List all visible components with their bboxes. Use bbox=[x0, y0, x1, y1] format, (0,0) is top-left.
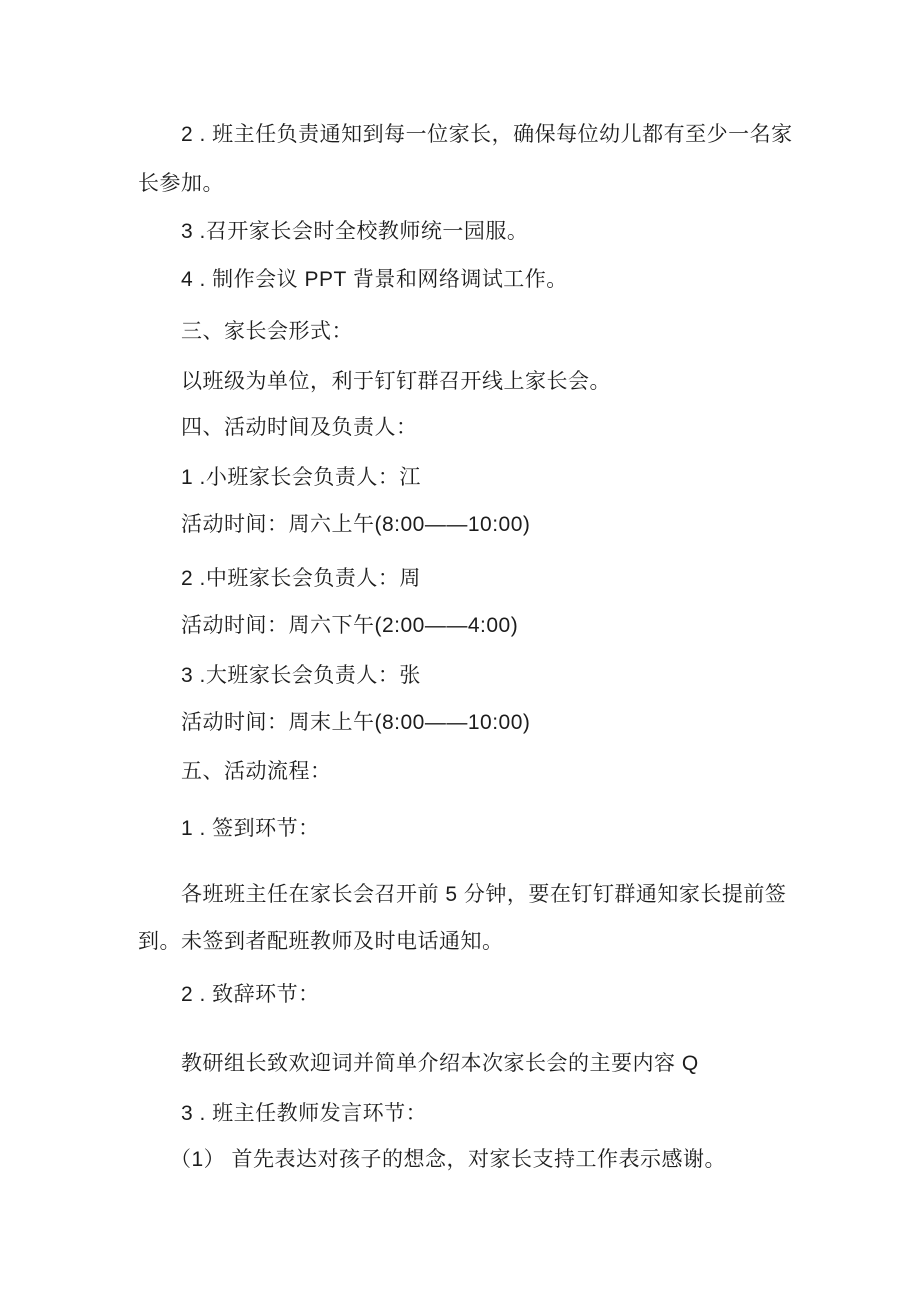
doc-line: 活动时间：周六下午(2:00——4:00) bbox=[181, 614, 519, 637]
doc-line: 3 .召开家长会时全校教师统一园服。 bbox=[181, 220, 529, 243]
doc-line: 2 .中班家长会负责人：周 bbox=[181, 567, 421, 590]
doc-line: 2 . 班主任负责通知到每一位家长，确保每位幼儿都有至少一名家 bbox=[181, 123, 793, 146]
doc-line: 三、家长会形式： bbox=[181, 320, 353, 343]
doc-line: 3 .大班家长会负责人：张 bbox=[181, 664, 421, 687]
doc-line: 长参加。 bbox=[138, 172, 224, 195]
doc-line: 教研组长致欢迎词并简单介绍本次家长会的主要内容 Q bbox=[181, 1052, 699, 1075]
doc-line: 4 . 制作会议 PPT 背景和网络调试工作。 bbox=[181, 268, 568, 291]
doc-line: 2 . 致辞环节： bbox=[181, 983, 320, 1006]
doc-line: 五、活动流程： bbox=[181, 760, 332, 783]
doc-line: 活动时间：周末上午(8:00——10:00) bbox=[181, 711, 531, 734]
doc-line: 活动时间：周六上午(8:00——10:00) bbox=[181, 513, 531, 536]
doc-line: 到。未签到者配班教师及时电话通知。 bbox=[138, 930, 504, 953]
doc-line: 1 .小班家长会负责人：江 bbox=[181, 466, 421, 489]
doc-line: 3 . 班主任教师发言环节： bbox=[181, 1102, 428, 1125]
doc-line: 四、活动时间及负责人： bbox=[181, 416, 418, 439]
doc-line: 各班班主任在家长会召开前 5 分钟，要在钉钉群通知家长提前签 bbox=[181, 883, 787, 906]
doc-line: 1 . 签到环节： bbox=[181, 817, 320, 840]
doc-line: （1） 首先表达对孩子的想念，对家长支持工作表示感谢。 bbox=[170, 1148, 727, 1171]
doc-line: 以班级为单位，利于钉钉群召开线上家长会。 bbox=[181, 370, 611, 393]
